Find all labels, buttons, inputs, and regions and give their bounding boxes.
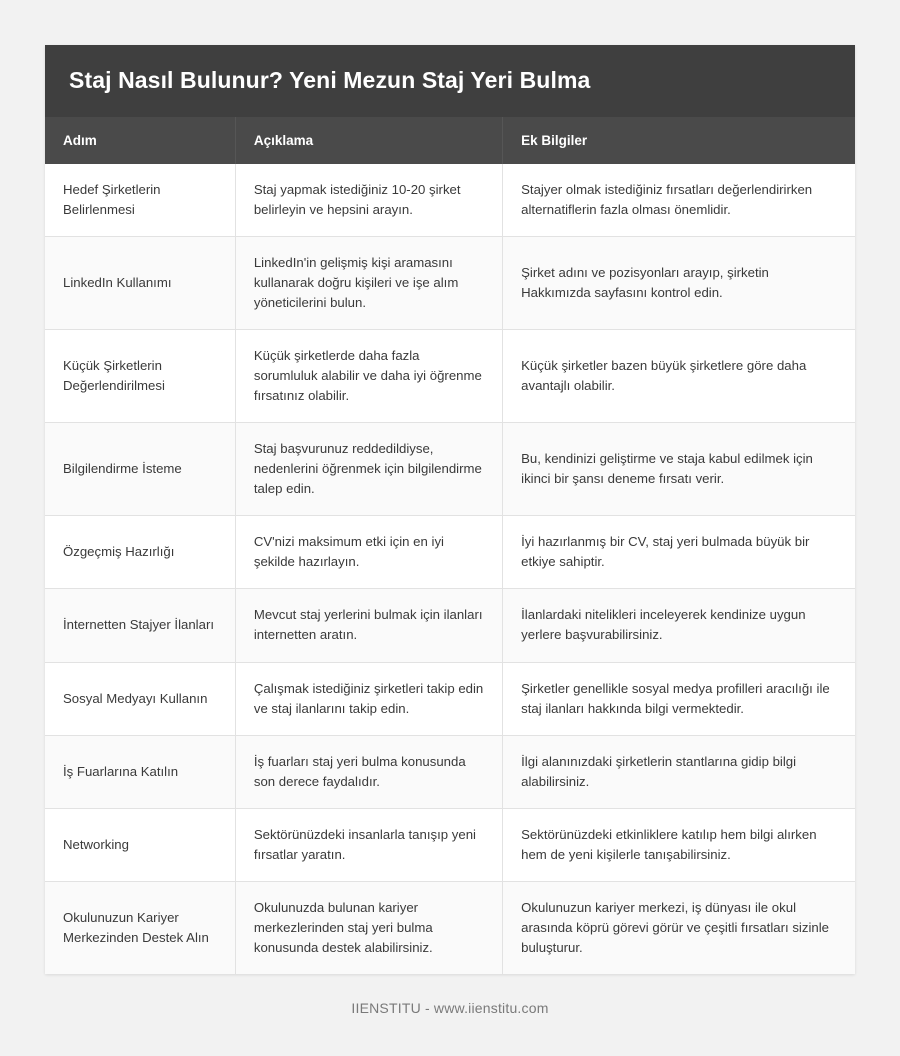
page-title: Staj Nasıl Bulunur? Yeni Mezun Staj Yeri Bulma [69, 67, 591, 93]
cell-extra: Okulunuzun kariyer merkezi, iş dünyası ile okul arasında köprü görevi görür ve çeşitli fırsatları sizinle buluşturur. [503, 881, 855, 974]
table-row [45, 423, 855, 516]
cell-step: Networking [45, 808, 235, 881]
cell-step: Bilgilendirme İsteme [45, 423, 235, 516]
cell-extra: Şirket adını ve pozisyonları arayıp, şirketin Hakkımızda sayfasını kontrol edin. [503, 236, 855, 329]
table-row [45, 236, 855, 329]
table-row [45, 516, 855, 589]
column-header-extra: Ek Bilgiler [503, 117, 855, 164]
column-header-description: Açıklama [235, 117, 502, 164]
cell-step: Sosyal Medyayı Kullanın [45, 662, 235, 735]
cell-description: Staj başvurunuz reddedildiyse, nedenlerini öğrenmek için bilgilendirme talep edin. [235, 423, 502, 516]
cell-extra: Şirketler genellikle sosyal medya profilleri aracılığı ile staj ilanları hakkında bilgi vermektedir. [503, 662, 855, 735]
cell-description: Çalışmak istediğiniz şirketleri takip edin ve staj ilanlarını takip edin. [235, 662, 502, 735]
cell-description: CV'nizi maksimum etki için en iyi şekilde hazırlayın. [235, 516, 502, 589]
table-row [45, 808, 855, 881]
cell-extra: İyi hazırlanmış bir CV, staj yeri bulmada büyük bir etkiye sahiptir. [503, 516, 855, 589]
cell-extra: Küçük şirketler bazen büyük şirketlere göre daha avantajlı olabilir. [503, 329, 855, 422]
title-bar [45, 45, 855, 117]
cell-extra: İlanlardaki nitelikleri inceleyerek kendinize uygun yerlere başvurabilirsiniz. [503, 589, 855, 662]
table-body [45, 164, 855, 975]
table-row [45, 329, 855, 422]
footer-attribution: IIENSTITU - www.iienstitu.com [351, 1000, 549, 1017]
cell-extra: Bu, kendinizi geliştirme ve staja kabul edilmek için ikinci bir şansı deneme fırsatı verir. [503, 423, 855, 516]
cell-step: İnternetten Stajyer İlanları [45, 589, 235, 662]
table-header-row [45, 117, 855, 164]
table-row [45, 164, 855, 237]
table-row [45, 589, 855, 662]
cell-description: LinkedIn'in gelişmiş kişi aramasını kullanarak doğru kişileri ve işe alım yöneticilerini bulun. [235, 236, 502, 329]
cell-step: Küçük Şirketlerin Değerlendirilmesi [45, 329, 235, 422]
cell-description: Okulunuzda bulunan kariyer merkezlerinden staj yeri bulma konusunda destek alabilirsiniz. [235, 881, 502, 974]
cell-extra: Stajyer olmak istediğiniz fırsatları değerlendirirken alternatiflerin fazla olması önemlidir. [503, 164, 855, 237]
cell-step: Özgeçmiş Hazırlığı [45, 516, 235, 589]
cell-step: İş Fuarlarına Katılın [45, 735, 235, 808]
cell-description: Staj yapmak istediğiniz 10-20 şirket belirleyin ve hepsini arayın. [235, 164, 502, 237]
cell-step: Hedef Şirketlerin Belirlenmesi [45, 164, 235, 237]
cell-extra: Sektörünüzdeki etkinliklere katılıp hem bilgi alırken hem de yeni kişilerle tanışabilirsiniz. [503, 808, 855, 881]
cell-description: Sektörünüzdeki insanlarla tanışıp yeni fırsatlar yaratın. [235, 808, 502, 881]
cell-description: Mevcut staj yerlerini bulmak için ilanları internetten aratın. [235, 589, 502, 662]
column-header-step: Adım [45, 117, 235, 164]
table-row [45, 662, 855, 735]
cell-extra: İlgi alanınızdaki şirketlerin stantlarına gidip bilgi alabilirsiniz. [503, 735, 855, 808]
steps-table [45, 117, 855, 975]
cell-description: İş fuarları staj yeri bulma konusunda son derece faydalıdır. [235, 735, 502, 808]
table-row [45, 735, 855, 808]
cell-step: Okulunuzun Kariyer Merkezinden Destek Alın [45, 881, 235, 974]
content-card [45, 45, 855, 974]
table-row [45, 881, 855, 974]
cell-description: Küçük şirketlerde daha fazla sorumluluk alabilir ve daha iyi öğrenme fırsatınız olabilir. [235, 329, 502, 422]
table-header [45, 117, 855, 164]
cell-step: LinkedIn Kullanımı [45, 236, 235, 329]
